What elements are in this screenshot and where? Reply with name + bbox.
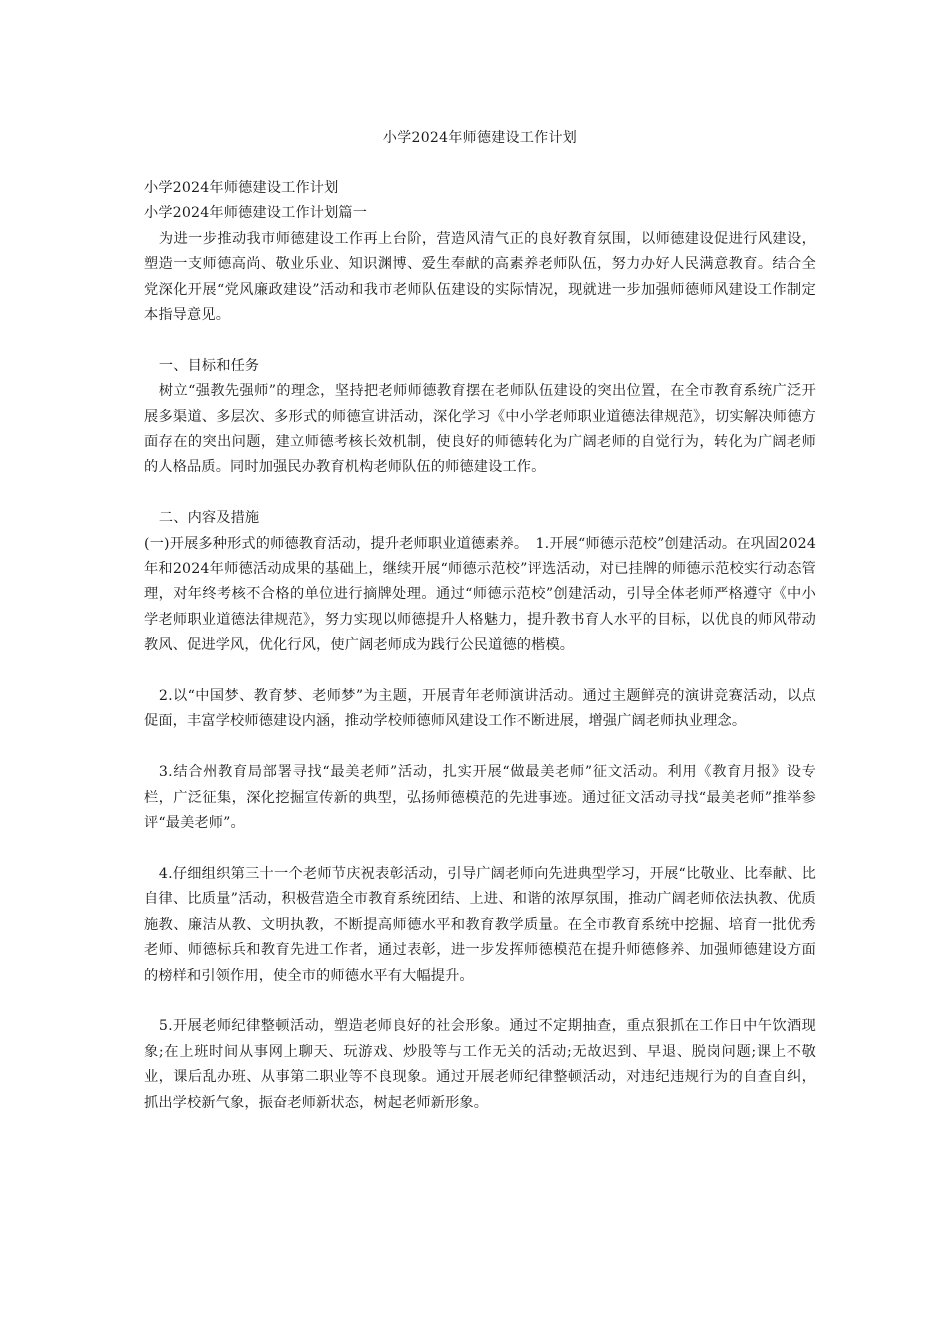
- document-subtitle: 小学2024年师德建设工作计划: [144, 180, 339, 196]
- paragraph-gap: [144, 989, 816, 1014]
- section-1-heading: 一、目标和任务: [158, 357, 260, 374]
- document-subtitle-part-one: 小学2024年师德建设工作计划篇一: [144, 205, 368, 222]
- intro-paragraph: 为进一步推动我市师德建设工作再上台阶，营造风清气正的良好教育氛围，以师德建设促进行风建设，塑造一支师德高尚、敬业乐业、知识渊博、爱生奉献的高素养老师队伍，努力办好人民满意教育。结合全党深化开展“党风廉政建设”活动和我市老师队伍建设的实际情况，现就进一步加强师德师风建设工作制定本指导意见。: [144, 230, 816, 324]
- section-2-item-3: 3.结合州教育局部署寻找“最美老师”活动，扎实开展“做最美老师”征文活动。利用《教育月报》设专栏，广泛征集，深化挖掘宣传新的典型，弘扬师德模范的先进事迹。通过征文活动寻找“最美老师”推举参评“最美老师”。: [144, 764, 816, 832]
- document-title: 小学2024年师德建设工作计划: [382, 130, 578, 146]
- section-1-paragraph: 树立“强教先强师”的理念，坚持把老师师德教育摆在老师队伍建设的突出位置，在全市教育系统广泛开展多渠道、多层次、多形式的师德宣讲活动，深化学习《中小学老师职业道德法律规范》，切实解决师德方面存在的突出问题，建立师德考核长效机制，使良好的师德转化为广阔老师的自觉行为，转化为广阔老师的人格品质。同时加强民办教育机构老师队伍的师德建设工作。: [144, 383, 816, 476]
- section-2-item-2: 2.以“中国梦、教育梦、老师梦”为主题，开展青年老师演讲活动。通过主题鲜亮的演讲竞赛活动，以点促面，丰富学校师德建设内涵，推动学校师德师风建设工作不断进展，增强广阔老师执业理念。: [144, 688, 816, 730]
- paragraph-gap: [144, 481, 816, 506]
- section-2-heading: 二、内容及措施: [158, 510, 260, 527]
- section-2-item-5: 5.开展老师纪律整顿活动，塑造老师良好的社会形象。通过不定期抽查，重点狠抓在工作日中午饮酒现象;在上班时间从事网上聊天、玩游戏、炒股等与工作无关的活动;无故迟到、早退、脱岗问题;课上不敬业，课后乱办班、从事第二职业等不良现象。通过开展老师纪律整顿活动，对违纪违规行为的自查自纠，抓出学校新气象，振奋老师新状态，树起老师新形象。: [144, 1018, 816, 1111]
- paragraph-gap: [144, 328, 816, 353]
- paragraph-gap: [144, 837, 816, 862]
- paragraph-gap: [144, 735, 816, 760]
- section-2-item-4: 4.仔细组织第三十一个老师节庆祝表彰活动，引导广阔老师向先进典型学习，开展“比敬业、比奉献、比自律、比质量”活动，积极营造全市教育系统团结、上进、和谐的浓厚氛围，推动广阔老师依法执教、优质施教、廉洁从教、文明执教，不断提高师德水平和教育教学质量。在全市教育系统中挖掘、培育一批优秀老师、师德标兵和教育先进工作者，通过表彰，进一步发挥师德模范在提升师德修养、加强师德建设方面的榜样和引领作用，使全市的师德水平有大幅提升。: [144, 865, 816, 984]
- document-body: [144, 176, 816, 1116]
- paragraph-gap: [144, 659, 816, 684]
- section-2-item-1: (一)开展多种形式的师德教育活动，提升老师职业道德素养。 1.开展“师德示范校”创建活动。在巩固2024年和2024年师德活动成果的基础上，继续开展“师德示范校”评选活动，对已挂牌的师德示范校实行动态管理，对年终考核不合格的单位进行摘牌处理。通过“师德示范校”创建活动，引导全体老师严格遵守《中小学老师职业道德法律规范》，努力实现以师德提升人格魅力，提升教书育人水平的目标，以优良的师风带动教风、促进学风，优化行风，使广阔老师成为践行公民道德的楷模。: [144, 535, 816, 654]
